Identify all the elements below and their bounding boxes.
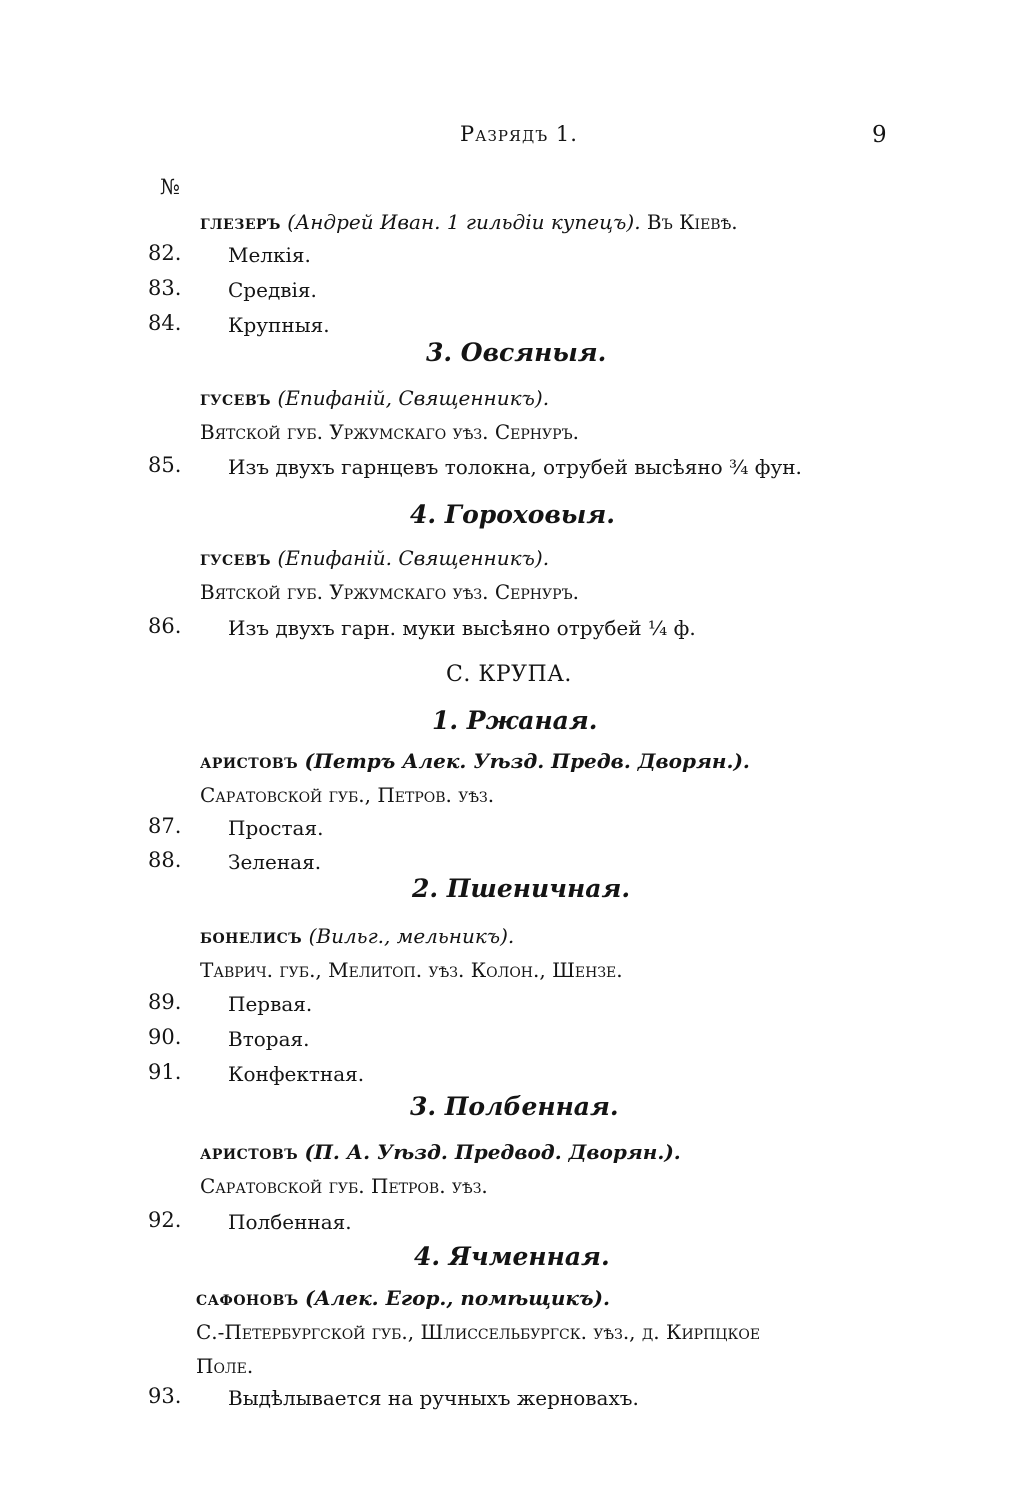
item-text: Конфектная. (228, 1062, 365, 1086)
item-number: 83. (148, 276, 182, 300)
item-text: Полбенная. (228, 1210, 352, 1234)
maker-location-continuation: Поле. (196, 1354, 254, 1378)
running-header: Разрядъ 1. (460, 122, 578, 146)
maker-location: Саратовской губ., Петров. уѣз. (200, 783, 495, 807)
maker-name: сафоновъ (196, 1286, 299, 1310)
item-number: 84. (148, 311, 182, 335)
maker-description: (Петръ Алек. Уѣзд. Предв. Дворян.). (304, 749, 750, 773)
item-number: 86. (148, 614, 182, 638)
maker-location: Саратовской губ. Петров. уѣз. (200, 1174, 488, 1198)
maker-location: Въ Кіевѣ. (646, 210, 738, 234)
item-number: 87. (148, 814, 182, 838)
subheading: 1. Ржаная. (432, 706, 598, 735)
maker-entry (200, 1142, 681, 1162)
maker-entry (200, 212, 738, 232)
item-text: Изъ двухъ гарн. муки высѣяно отрубей ¼ ф. (228, 616, 696, 640)
item-number: 88. (148, 848, 182, 872)
page-number: 9 (872, 122, 887, 148)
maker-name: аристовъ (200, 1140, 299, 1164)
subheading: 3. Полбенная. (410, 1092, 619, 1121)
item-number: 91. (148, 1060, 182, 1084)
item-text: Крупныя. (228, 313, 330, 337)
maker-description: (Епифаній, Священникъ). (277, 386, 550, 410)
numero-sign: № (160, 175, 180, 199)
maker-name: глезеръ (200, 210, 281, 234)
maker-location: С.-Петербургской губ., Шлиссельбургск. уѣз., д. Кирпцкое (196, 1320, 761, 1344)
item-text: Простая. (228, 816, 324, 840)
item-text: Средвія. (228, 278, 317, 302)
maker-description: (Андрей Иван. 1 гильдіи купецъ). (287, 210, 641, 234)
maker-location: Вятской губ. Уржумскаго уѣз. Сернуръ. (200, 420, 580, 444)
item-number: 90. (148, 1025, 182, 1049)
subheading: 3. Овсяныя. (426, 338, 607, 367)
item-number: 93. (148, 1384, 182, 1408)
maker-description: (П. А. Уѣзд. Предвод. Дворян.). (304, 1140, 681, 1164)
item-text: Первая. (228, 992, 313, 1016)
item-text: Вторая. (228, 1027, 310, 1051)
maker-name: аристовъ (200, 749, 299, 773)
item-number: 85. (148, 453, 182, 477)
maker-entry (200, 926, 514, 946)
maker-description: (Алек. Егор., помѣщикъ). (305, 1286, 610, 1310)
maker-location: Вятской губ. Уржумскаго уѣз. Сернуръ. (200, 580, 580, 604)
maker-entry (196, 1288, 610, 1308)
maker-name: гусевъ (200, 386, 272, 410)
item-text: Изъ двухъ гарнцевъ толокна, отрубей высѣяно ¾ фун. (228, 455, 802, 479)
category-heading: С. КРУПА. (446, 662, 572, 687)
item-text: Зеленая. (228, 850, 322, 874)
subheading: 2. Пшеничная. (412, 874, 631, 903)
maker-location: Таврич. губ., Мелитоп. уѣз. Колон., Шензе. (200, 958, 623, 982)
item-number: 82. (148, 241, 182, 265)
maker-entry (200, 548, 549, 568)
maker-description: (Епифаній. Священникъ). (277, 546, 550, 570)
item-text: Мелкія. (228, 243, 311, 267)
item-number: 92. (148, 1208, 182, 1232)
maker-name: гусевъ (200, 546, 272, 570)
item-text: Выдѣлывается на ручныхъ жерновахъ. (228, 1386, 639, 1410)
maker-entry (200, 751, 750, 771)
item-number: 89. (148, 990, 182, 1014)
subheading: 4. Ячменная. (414, 1242, 610, 1271)
maker-description: (Вильг., мельникъ). (308, 924, 515, 948)
subheading: 4. Гороховыя. (410, 500, 615, 529)
maker-entry (200, 388, 549, 408)
maker-name: бонелисъ (200, 924, 303, 948)
